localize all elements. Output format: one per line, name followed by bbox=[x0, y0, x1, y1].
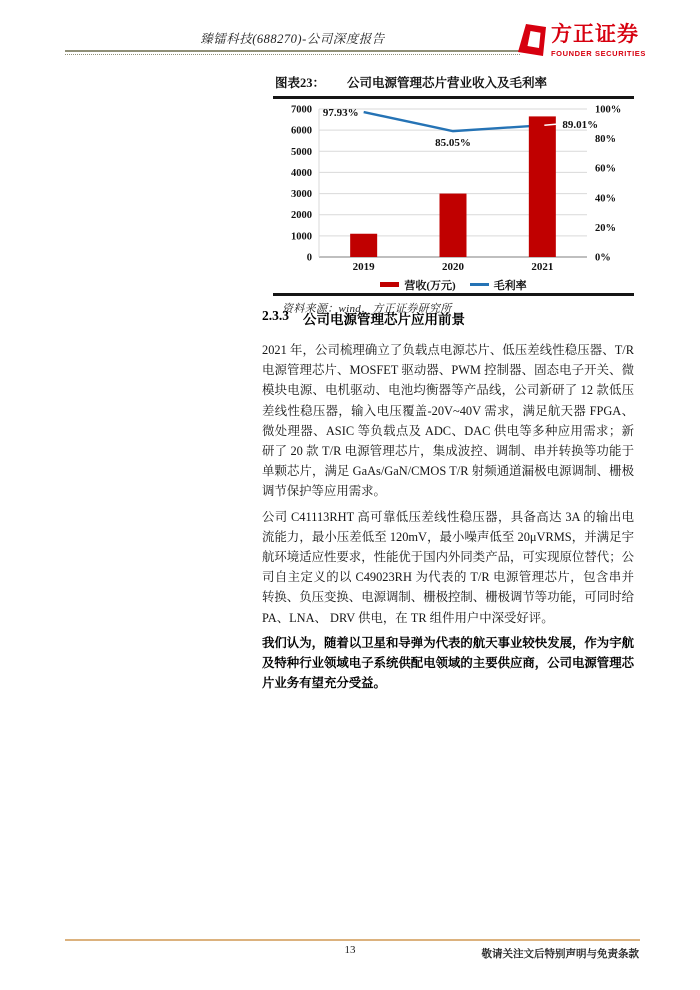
svg-text:4000: 4000 bbox=[291, 167, 312, 179]
svg-text:2019: 2019 bbox=[352, 261, 375, 271]
page-number: 13 bbox=[344, 944, 356, 956]
svg-text:20%: 20% bbox=[595, 222, 616, 234]
svg-text:85.05%: 85.05% bbox=[435, 137, 471, 150]
revenue-margin-chart bbox=[273, 101, 634, 271]
svg-text:80%: 80% bbox=[595, 134, 616, 146]
section-heading bbox=[262, 308, 634, 328]
legend-label-revenue: 营收(万元) bbox=[404, 279, 456, 292]
svg-text:97.93%: 97.93% bbox=[322, 107, 359, 120]
section-title: 公司电源管理芯片应用前景 bbox=[303, 312, 465, 327]
founder-logo-icon bbox=[518, 23, 547, 64]
svg-text:89.01%: 89.01% bbox=[562, 118, 599, 131]
header-divider bbox=[65, 50, 520, 58]
body-text-column bbox=[262, 308, 634, 698]
svg-text:2000: 2000 bbox=[291, 210, 312, 222]
founder-securities-logo bbox=[518, 23, 646, 64]
body-paragraph-1: 2021 年，公司梳理确立了负载点电源芯片、低压差线性稳压器、T/R 电源管理芯片、MOSFET 驱动器、PWM 控制器、固态电子开关、微模块电源、电机驱动、电池均衡器等产品线，公司新研了 12 款低压差线性稳压器，输入电压覆盖-20V~40V 需求，满足航天器 FPGA、微处理器、ASIC 等负载点及 ADC、DAC 供电等多种应用需求；新研了 20 款 T/R 电源管理芯片，集成波控、调制、串并转换等功能于单颗芯片，满足 GaAs/GaN/CMOS T/R 射频通道漏极电源调制、栅极调节保护等应用需求。 bbox=[262, 343, 634, 499]
figure-title: 公司电源管理芯片营业收入及毛利率 bbox=[347, 76, 548, 90]
footer-disclaimer: 敬请关注文后特别声明与免责条款 bbox=[481, 948, 639, 960]
svg-text:7000: 7000 bbox=[291, 104, 312, 116]
chart-legend bbox=[273, 276, 634, 293]
legend-bar-swatch bbox=[380, 282, 399, 287]
svg-text:1000: 1000 bbox=[291, 231, 312, 243]
svg-text:40%: 40% bbox=[595, 193, 616, 205]
svg-text:2021: 2021 bbox=[531, 261, 554, 271]
legend-line-swatch bbox=[470, 283, 489, 286]
svg-text:0: 0 bbox=[306, 252, 312, 264]
section-number: 2.3.3 bbox=[262, 308, 289, 323]
svg-text:3000: 3000 bbox=[291, 189, 312, 201]
footer-divider bbox=[65, 939, 640, 941]
figure-label: 图表23： bbox=[275, 76, 326, 90]
svg-text:6000: 6000 bbox=[291, 125, 312, 137]
figure-title-row bbox=[273, 73, 634, 96]
figure-block bbox=[273, 73, 634, 316]
body-paragraph-2: 公司 C41113RHT 高可靠低压差线性稳压器，具备高达 3A 的输出电流能力，最小压差低至 120mV，最小噪声低至 20μVRMS，并满足宇航环境适应性要求，性能优于国内外同类产品，可实现原位替代；公司自主定义的以 C49023RH 为代表的 T/R 电源管理芯片，包含串并转换、负压变换、电源调制、栅极控制、栅极调节等功能，可同时给 PA、LNA、 DRV 供电，在 TR 组件用户中深受好评。 bbox=[262, 509, 634, 625]
svg-text:0%: 0% bbox=[595, 252, 611, 264]
svg-text:5000: 5000 bbox=[291, 146, 312, 158]
legend-label-margin: 毛利率 bbox=[493, 279, 527, 292]
figure-source: 资料来源：wind，方正证券研究所 bbox=[282, 303, 452, 315]
figure-bottom-rule bbox=[273, 293, 634, 296]
logo-english-name: FOUNDER SECURITIES bbox=[551, 49, 646, 58]
chart-area bbox=[273, 99, 634, 293]
svg-text:2020: 2020 bbox=[442, 261, 464, 271]
body-paragraph-3-view: 我们认为，随着以卫星和导弹为代表的航天事业较快发展，作为宇航及特种行业领域电子系统供配电领域的主要供应商，公司电源管理芯片业务有望充分受益。 bbox=[262, 635, 634, 691]
report-header-title: 臻镭科技(688270)-公司深度报告 bbox=[200, 32, 385, 46]
logo-chinese-name: 方正证券 bbox=[551, 23, 639, 46]
svg-text:100%: 100% bbox=[595, 104, 622, 116]
svg-text:60%: 60% bbox=[595, 163, 616, 175]
